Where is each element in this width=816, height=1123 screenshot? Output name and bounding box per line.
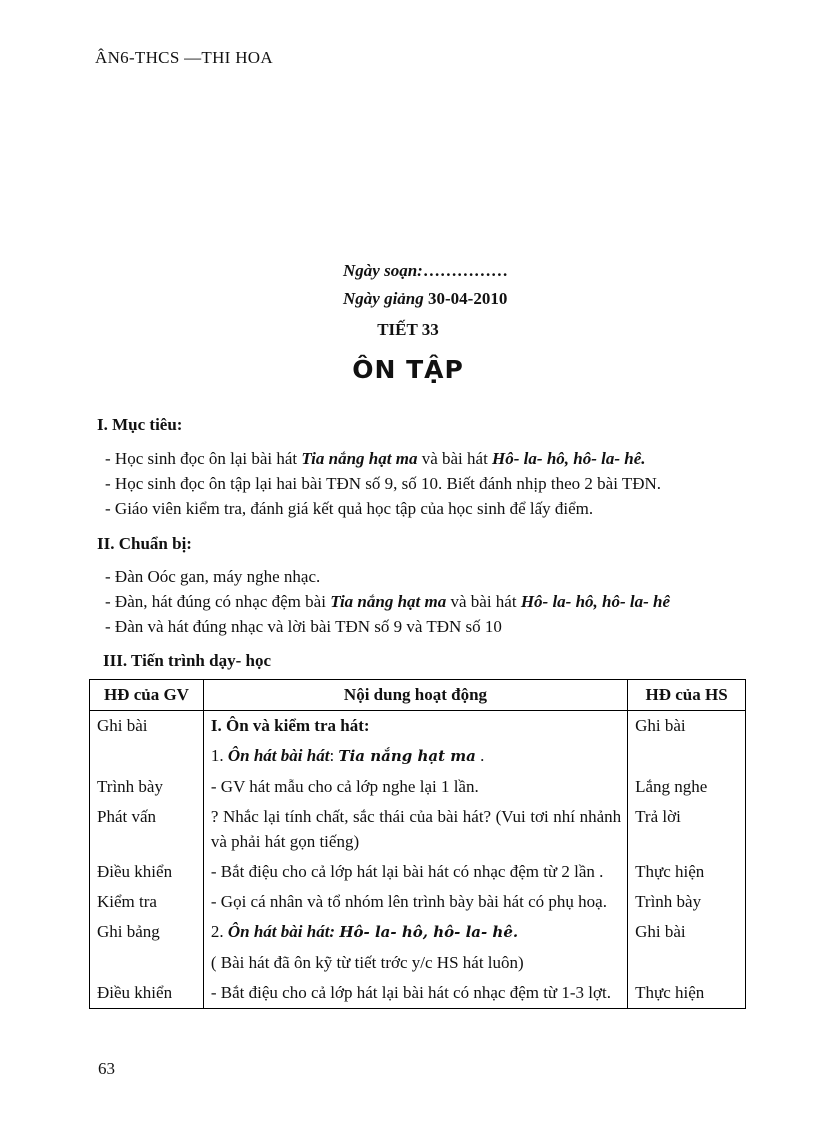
date-prep-label: Ngày soạn:: [343, 261, 423, 280]
teacher-activity: Ghi bài: [90, 711, 204, 742]
teacher-activity: Điều khiển: [90, 857, 204, 887]
activity-content: 1. Ôn hát bài hát: Tia nắng hạt ma .: [203, 741, 627, 772]
song-title: Hô- la- hô, hô- la- hê.: [339, 923, 519, 941]
student-activity: Lắng nghe: [628, 772, 746, 802]
header-student-activity: HĐ của HS: [628, 680, 746, 711]
teacher-activity: [90, 948, 204, 978]
section-heading-preparation: II. Chuẩn bị:: [97, 534, 192, 553]
student-activity: Thực hiện: [628, 978, 746, 1009]
teacher-activity: Kiểm tra: [90, 887, 204, 917]
teacher-activity: Trình bày: [90, 772, 204, 802]
student-activity: [628, 741, 746, 772]
teacher-activity: Điều khiển: [90, 978, 204, 1009]
date-prep-line: [343, 257, 508, 285]
table-row: [90, 857, 746, 887]
student-activity: Trả lời: [628, 802, 746, 857]
preparation-item: - Đàn, hát đúng có nhạc đệm bài Tia nắng hạt ma và bài hát Hô- la- hô, hô- la- hê: [105, 592, 671, 611]
objective-item: - Học sinh đọc ôn tập lại hai bài TĐN số 9, số 10. Biết đánh nhịp theo 2 bài TĐN.: [105, 474, 662, 493]
activity-content: 2. Ôn hát bài hát: Hô- la- hô, hô- la- hê.: [203, 917, 627, 948]
table-row: [90, 917, 746, 948]
activity-content: ( Bài hát đã ôn kỹ từ tiết trớc y/c HS hát luôn): [203, 948, 627, 978]
section-heading-objectives: I. Mục tiêu:: [97, 415, 183, 434]
section-heading-procedure: III. Tiến trình dạy- học: [103, 651, 271, 670]
date-teach-value: 30-04-2010: [428, 289, 508, 308]
student-activity: [628, 948, 746, 978]
teacher-activity: Ghi bảng: [90, 917, 204, 948]
table-row: [90, 887, 746, 917]
activity-content: I. Ôn và kiểm tra hát:: [203, 711, 627, 742]
objective-item: - Giáo viên kiểm tra, đánh giá kết quả học tập của học sinh để lấy điểm.: [105, 499, 594, 518]
student-activity: Ghi bài: [628, 917, 746, 948]
date-teach-line: [343, 285, 508, 313]
table-row: [90, 741, 746, 772]
lesson-title: ÔN TẬP: [352, 355, 464, 384]
teacher-activity: [90, 741, 204, 772]
header-teacher-activity: HĐ của GV: [90, 680, 204, 711]
preparation-item: - Đàn và hát đúng nhạc và lời bài TĐN số 9 và TĐN số 10: [105, 617, 502, 636]
teacher-activity: Phát vấn: [90, 802, 204, 857]
preparation-item: - Đàn Oóc gan, máy nghe nhạc.: [105, 567, 321, 586]
table-row: [90, 711, 746, 742]
student-activity: Ghi bài: [628, 711, 746, 742]
student-activity: Thực hiện: [628, 857, 746, 887]
table-row: [90, 772, 746, 802]
activity-content: - Gọi cá nhân và tổ nhóm lên trình bày bài hát có phụ hoạ.: [203, 887, 627, 917]
activity-content: ? Nhắc lại tính chất, sắc thái của bài hát? (Vui tơi nhí nhảnh và phải hát gọn tiếng): [203, 802, 627, 857]
table-header-row: [90, 680, 746, 711]
header-content: Nội dung hoạt động: [203, 680, 627, 711]
date-block: [343, 257, 508, 313]
song-title: Tia nắng hạt ma: [338, 747, 476, 765]
activity-content: - Bắt điệu cho cả lớp hát lại bài hát có nhạc đệm từ 1-3 lợt.: [203, 978, 627, 1009]
lesson-plan-table: [89, 679, 746, 1009]
activity-content: - Bắt điệu cho cả lớp hát lại bài hát có nhạc đệm từ 2 lần .: [203, 857, 627, 887]
table-row: [90, 948, 746, 978]
date-teach-label: Ngày giảng: [343, 289, 424, 308]
page-number: 63: [98, 1059, 115, 1078]
page-header: ÂN6-THCS —THI HOA: [95, 48, 273, 67]
date-prep-value: ……………: [422, 261, 508, 280]
lesson-number: TIẾT 33: [377, 320, 439, 339]
objective-item: - Học sinh đọc ôn lại bài hát Tia nắng hạt ma và bài hát Hô- la- hô, hô- la- hê.: [105, 449, 646, 468]
table-row: [90, 978, 746, 1009]
student-activity: Trình bày: [628, 887, 746, 917]
table-row: [90, 802, 746, 857]
activity-content: - GV hát mẫu cho cả lớp nghe lại 1 lần.: [203, 772, 627, 802]
